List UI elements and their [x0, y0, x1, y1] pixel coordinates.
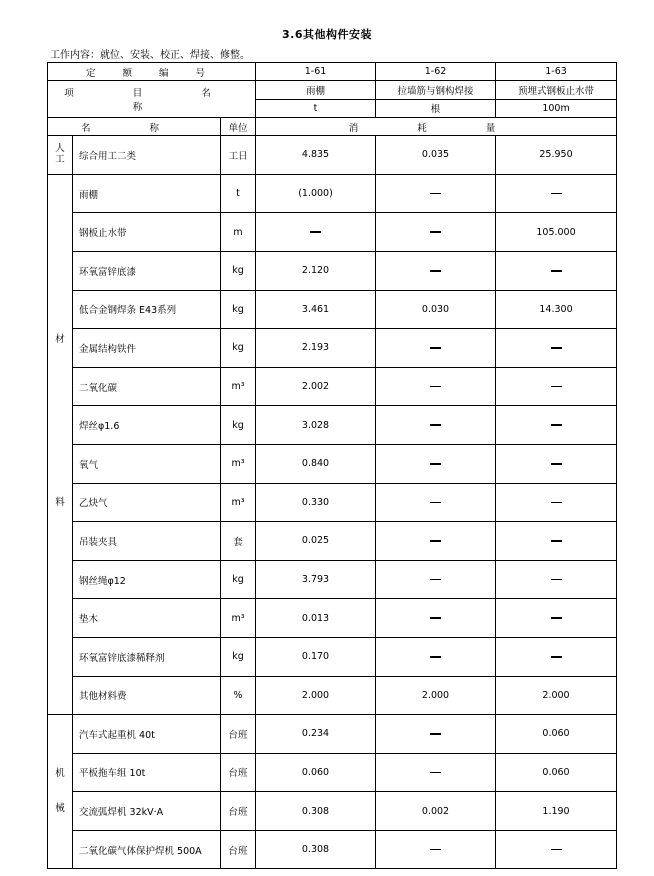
resource-name: 二氧化碳气体保护焊机 500A — [73, 830, 221, 869]
dash-mark — [551, 617, 562, 619]
consumption-value: 4.835 — [256, 136, 376, 175]
dash-mark — [430, 231, 441, 233]
empty-value-dash — [376, 715, 496, 754]
dash-mark — [551, 193, 562, 195]
consumption-value: 2.000 — [256, 676, 376, 715]
resource-unit: m³ — [221, 483, 256, 522]
empty-value-dash — [376, 174, 496, 213]
dash-mark — [551, 579, 562, 581]
resource-unit: kg — [221, 329, 256, 368]
category-label: 人工 — [55, 143, 65, 165]
resource-name: 环氧富锌底漆 — [73, 251, 221, 290]
empty-value-dash — [376, 406, 496, 445]
resource-name: 雨棚 — [73, 174, 221, 213]
category-label: 机 — [55, 767, 65, 779]
empty-value-dash — [376, 251, 496, 290]
empty-value-dash — [376, 522, 496, 561]
column-header-row — [48, 117, 617, 135]
code-label: 定 额 编 号 — [48, 63, 256, 81]
resource-unit: kg — [221, 251, 256, 290]
resource-unit: kg — [221, 406, 256, 445]
resource-name: 氧气 — [73, 444, 221, 483]
category-label: 材 — [55, 333, 65, 345]
resource-unit: 台班 — [221, 792, 256, 831]
empty-value-dash — [256, 213, 376, 252]
resource-name: 钢板止水带 — [73, 213, 221, 252]
resource-name: 钢丝绳φ12 — [73, 560, 221, 599]
consumption-value: 3.028 — [256, 406, 376, 445]
dash-mark — [430, 347, 441, 349]
consumption-value: 3.461 — [256, 290, 376, 329]
dash-mark — [430, 849, 441, 851]
category-cell — [48, 174, 73, 714]
empty-value-dash — [496, 174, 617, 213]
table-row — [48, 637, 617, 676]
code-1: 1-61 — [256, 63, 376, 81]
consumption-value: 14.300 — [496, 290, 617, 329]
consumption-value: 0.025 — [256, 522, 376, 561]
item-unit-2: 根 — [376, 99, 496, 117]
consumption-value: 0.002 — [376, 792, 496, 831]
col-unit-header: 单位 — [221, 117, 256, 135]
empty-value-dash — [496, 599, 617, 638]
resource-unit: m — [221, 213, 256, 252]
consumption-value: 0.308 — [256, 792, 376, 831]
dash-mark — [430, 579, 441, 581]
consumption-value: 25.950 — [496, 136, 617, 175]
table-row — [48, 329, 617, 368]
consumption-value: 2.000 — [496, 676, 617, 715]
dash-mark — [551, 386, 562, 388]
code-2: 1-62 — [376, 63, 496, 81]
dash-mark — [430, 270, 441, 272]
resource-name: 交流弧焊机 32kV·A — [73, 792, 221, 831]
dash-mark — [310, 231, 321, 233]
table-row — [48, 483, 617, 522]
dash-mark — [551, 656, 562, 658]
consumption-value: 1.190 — [496, 792, 617, 831]
consumption-value: 0.060 — [496, 753, 617, 792]
table-row — [48, 599, 617, 638]
resource-unit: m³ — [221, 599, 256, 638]
table-row — [48, 830, 617, 869]
consumption-value: 0.308 — [256, 830, 376, 869]
resource-unit: % — [221, 676, 256, 715]
dash-mark — [430, 656, 441, 658]
resource-unit: m³ — [221, 367, 256, 406]
item-1: 雨棚 — [256, 81, 376, 99]
empty-value-dash — [376, 599, 496, 638]
item-unit-1: t — [256, 99, 376, 117]
empty-value-dash — [496, 367, 617, 406]
table-row — [48, 290, 617, 329]
table-row — [48, 676, 617, 715]
resource-name: 综合用工二类 — [73, 136, 221, 175]
dash-mark — [430, 386, 441, 388]
category-cell — [48, 136, 73, 175]
consumption-value: 0.840 — [256, 444, 376, 483]
dash-mark — [430, 424, 441, 426]
dash-mark — [551, 540, 562, 542]
resource-unit: m³ — [221, 444, 256, 483]
consumption-value: (1.000) — [256, 174, 376, 213]
dash-mark — [430, 463, 441, 465]
dash-mark — [430, 733, 441, 735]
table-row — [48, 792, 617, 831]
consumption-value: 0.060 — [256, 753, 376, 792]
table-row — [48, 174, 617, 213]
category-label: 料 — [55, 496, 65, 508]
dash-mark — [430, 772, 441, 774]
empty-value-dash — [496, 406, 617, 445]
empty-value-dash — [376, 483, 496, 522]
empty-value-dash — [496, 522, 617, 561]
dash-mark — [551, 347, 562, 349]
item-unit-3: 100m — [496, 99, 617, 117]
consumption-value: 2.193 — [256, 329, 376, 368]
table-row — [48, 753, 617, 792]
code-row — [48, 63, 617, 81]
empty-value-dash — [496, 251, 617, 290]
table-row — [48, 251, 617, 290]
consumption-value: 2.002 — [256, 367, 376, 406]
empty-value-dash — [496, 483, 617, 522]
table-row — [48, 444, 617, 483]
empty-value-dash — [376, 560, 496, 599]
work-description: 工作内容：就位、安装、校正、焊接、修整。 — [50, 50, 250, 61]
item-3: 预埋式钢板止水带 — [496, 81, 617, 99]
consumption-value: 2.000 — [376, 676, 496, 715]
col-consumption-header: 消 耗 量 — [256, 117, 617, 135]
consumption-value: 0.013 — [256, 599, 376, 638]
page-title: 3.6其他构件安装 — [282, 28, 372, 41]
empty-value-dash — [496, 830, 617, 869]
resource-name: 汽车式起重机 40t — [73, 715, 221, 754]
consumption-value: 0.035 — [376, 136, 496, 175]
table-row — [48, 560, 617, 599]
resource-name: 平板拖车组 10t — [73, 753, 221, 792]
dash-mark — [430, 193, 441, 195]
empty-value-dash — [496, 329, 617, 368]
resource-name: 二氧化碳 — [73, 367, 221, 406]
dash-mark — [551, 270, 562, 272]
dash-mark — [430, 540, 441, 542]
category-label: 械 — [55, 802, 65, 814]
resource-name: 乙炔气 — [73, 483, 221, 522]
category-cell — [48, 715, 73, 869]
resource-name: 垫木 — [73, 599, 221, 638]
consumption-value: 0.170 — [256, 637, 376, 676]
code-3: 1-63 — [496, 63, 617, 81]
resource-name: 金属结构铁件 — [73, 329, 221, 368]
empty-value-dash — [496, 637, 617, 676]
empty-value-dash — [376, 753, 496, 792]
resource-name: 环氧富锌底漆稀释剂 — [73, 637, 221, 676]
col-name-header: 名 称 — [48, 117, 221, 135]
consumption-value: 0.234 — [256, 715, 376, 754]
item-2: 拉墙筋与钢构焊接 — [376, 81, 496, 99]
resource-unit: 台班 — [221, 753, 256, 792]
dash-mark — [551, 424, 562, 426]
resource-name: 吊装夹具 — [73, 522, 221, 561]
consumption-value: 0.030 — [376, 290, 496, 329]
resource-unit: 台班 — [221, 715, 256, 754]
empty-value-dash — [376, 637, 496, 676]
dash-mark — [430, 502, 441, 504]
table-row — [48, 406, 617, 445]
dash-mark — [551, 463, 562, 465]
consumption-value: 0.060 — [496, 715, 617, 754]
table-row — [48, 522, 617, 561]
empty-value-dash — [376, 329, 496, 368]
item-label: 项 目 名 称 — [48, 81, 256, 118]
quota-table — [47, 62, 617, 869]
resource-unit: 台班 — [221, 830, 256, 869]
resource-unit: kg — [221, 560, 256, 599]
dash-mark — [551, 849, 562, 851]
empty-value-dash — [496, 560, 617, 599]
table-row — [48, 715, 617, 754]
table-row — [48, 367, 617, 406]
empty-value-dash — [376, 444, 496, 483]
table-row — [48, 213, 617, 252]
empty-value-dash — [496, 444, 617, 483]
consumption-value: 105.000 — [496, 213, 617, 252]
dash-mark — [551, 502, 562, 504]
table-row — [48, 136, 617, 175]
consumption-value: 3.793 — [256, 560, 376, 599]
empty-value-dash — [376, 213, 496, 252]
consumption-value: 0.330 — [256, 483, 376, 522]
empty-value-dash — [376, 830, 496, 869]
resource-unit: 套 — [221, 522, 256, 561]
resource-unit: 工日 — [221, 136, 256, 175]
resource-name: 焊丝φ1.6 — [73, 406, 221, 445]
resource-name: 低合金钢焊条 E43系列 — [73, 290, 221, 329]
resource-unit: kg — [221, 290, 256, 329]
resource-name: 其他材料费 — [73, 676, 221, 715]
empty-value-dash — [376, 367, 496, 406]
item-row — [48, 81, 617, 99]
resource-unit: t — [221, 174, 256, 213]
dash-mark — [430, 617, 441, 619]
consumption-value: 2.120 — [256, 251, 376, 290]
resource-unit: kg — [221, 637, 256, 676]
